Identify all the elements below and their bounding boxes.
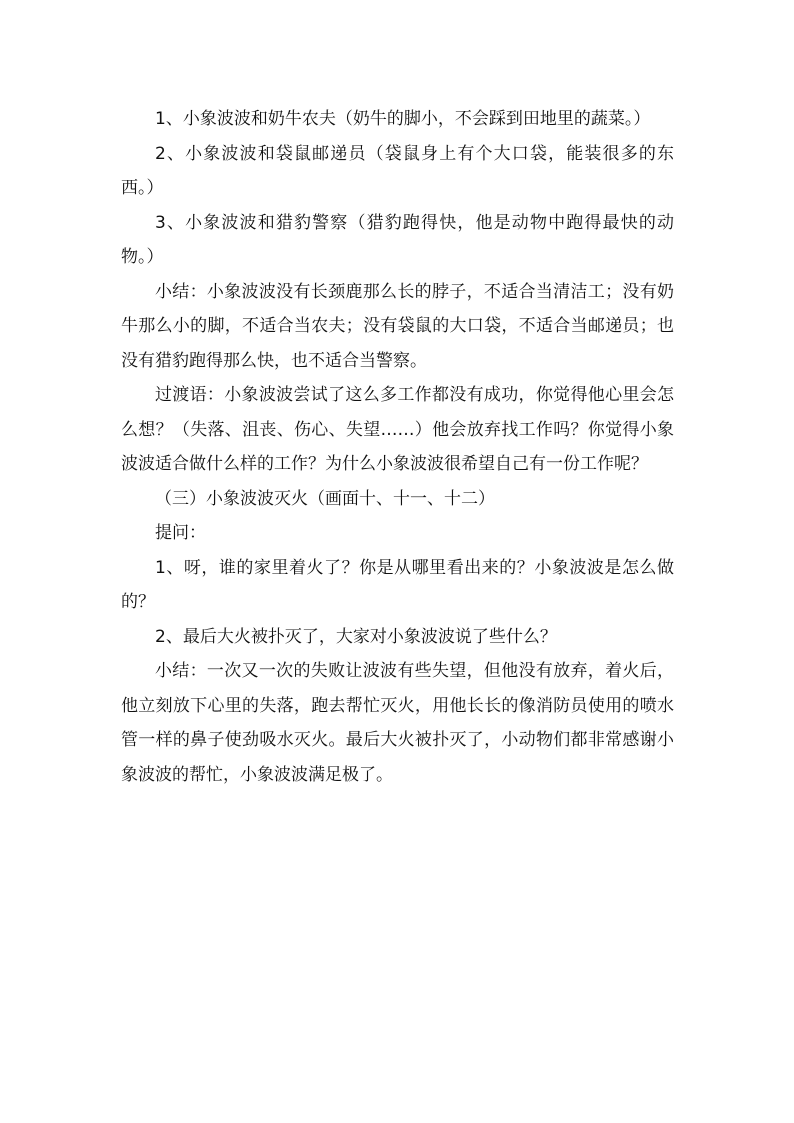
paragraph-item-3-police: 3、小象波波和猎豹警察（猎豹跑得快，他是动物中跑得最快的动物。） (121, 212, 674, 267)
paragraph-summary-2: 小结：一次又一次的失败让波波有些失望，但他没有放弃，着火后，他立刻放下心里的失落，跑去帮忙灭火，用他长长的像消防员使用的喷水管一样的鼻子使劲吸水灭火。最后大火被扑灭了，小动物们都非常感谢小象波波的帮忙，小象波波满足极了。 (121, 661, 674, 785)
paragraph-item-2-postman: 2、小象波波和袋鼠邮递员（袋鼠身上有个大口袋，能装很多的东西。） (121, 143, 674, 198)
paragraph-summary-1: 小结：小象波波没有长颈鹿那么长的脖子，不适合当清洁工；没有奶牛那么小的脚，不适合当农夫；没有袋鼠的大口袋，不适合当邮递员；也没有猎豹跑得那么快，也不适合当警察。 (121, 281, 674, 371)
section-heading-fire: （三）小象波波灭火（画面十、十一、十二） (155, 488, 495, 509)
paragraph-question-label: 提问： (155, 523, 206, 543)
paragraph-transition: 过渡语：小象波波尝试了这么多工作都没有成功，你觉得他心里会怎么想？（失落、沮丧、伤心、失望……）他会放弃找工作吗？你觉得小象波波适合做什么样的工作？为什么小象波波很希望自己有一份工作呢？ (121, 385, 674, 474)
paragraph-question-1: 1、呀，谁的家里着火了？你是从哪里看出来的？小象波波是怎么做的？ (121, 557, 674, 612)
paragraph-item-1-farmer: 1、小象波波和奶牛农夫（奶牛的脚小，不会踩到田地里的蔬菜。） (155, 109, 651, 129)
paragraph-question-2: 2、最后大火被扑灭了，大家对小象波波说了些什么？ (155, 626, 557, 647)
document-body (121, 102, 674, 792)
